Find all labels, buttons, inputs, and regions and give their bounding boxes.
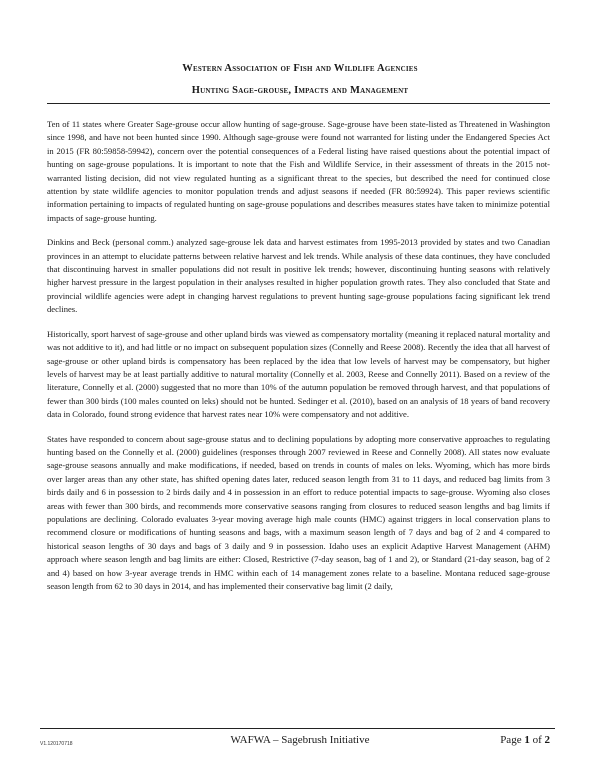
page-total: 2 <box>544 734 550 746</box>
page-indicator <box>500 733 550 747</box>
document-title: Hunting Sage-grouse, Impacts and Management <box>191 85 409 96</box>
document-header <box>0 62 600 98</box>
page-number: 1 <box>524 734 530 746</box>
footer-divider <box>40 728 555 729</box>
paragraph-3: Historically, sport harvest of sage-grouse and other upland birds was viewed as compensatory mortality (meaning it replaced natural mortality and was not additive to it), and had little or no impact on subsequent population sizes (Connelly and Reese 2008). Recently the idea that all harvest of sage-grouse or other upland birds is compensatory has been replaced by the idea that low levels of harvest may be compensatory, but higher levels of harvest may be at least partially additive to natural mortality (Connelly et al. 2003, Reese and Connelly 2011). Based on a review of the literature, Connelly et al. (2000) suggested that no more than 10% of the autumn population be removed through harvest, and that populations of fewer than 300 birds (100 males counted on leks) should not be hunted. Sedinger et al. (2010), based on an analysis of 18 years of band recovery data in Colorado, found strong evidence that harvest rates near 10% were compensatory and not additive. <box>47 328 550 420</box>
paragraph-4: States have responded to concern about sage-grouse status and to declining populations by adopting more conservative approaches to regulating hunting based on the Connelly et al. (2000) guidelines (responses through 2007 reviewed in Reese and Connelly 2008). All states now evaluate sage-grouse seasons annually and make modifications, if needed, based on trends in counts of males on leks. Wyoming, which has more birds over larger areas than any other state, has shifted opening dates later, reduced season length from 31 to 11 days, and reduced bag limits from 3 birds daily and 6 in possession to 2 birds daily and 4 in possession in an effort to reduce potential impacts to sage-grouse. Wyoming also closes areas with fewer than 300 birds, and recommends more conservative seasons ranging from closures to reduced season lengths and bag limits if populations are declining. Colorado evaluates 3-year moving average high male counts (HMC) against triggers in local conservation plans to recommend closure or modifications of hunting seasons and bags, with a maximum season length of 7 days and bag of 2 and 4 compared to historical season lengths of 30 days and bags of 3 daily and 9 in possession. Idaho uses an explicit Adaptive Harvest Management (AHM) approach where season length and bag limits are either: Closed, Restrictive (7-day season, bag of 1 and 2), or Standard (21-day season, bag of 2 and 4) based on how 3-year average trends in HMC within each of 14 management zones relate to a baseline. Montana reduced sage-grouse season length from 62 to 30 days in 2014, and has implemented their conservative bag limit (2 daily, <box>47 433 550 591</box>
footer-title: WAFWA – Sagebrush Initiative <box>230 734 370 746</box>
version-label: V1.120170718 <box>40 741 73 747</box>
page-of: of <box>529 734 545 746</box>
paragraph-2: Dinkins and Beck (personal comm.) analyzed sage-grouse lek data and harvest estimates from 1995-2013 provided by states and two Canadian provinces in an attempt to elucidate patterns between relative harvest and lek trends. While analysis of these data continues, they have concluded that discontinuing harvest in smaller populations did not result in positive lek trends; however, discontinuing hunting seasons with relatively higher harvest pressure in the largest population in their analyses resulted in higher population growth rates. They also concluded that State and provincial wildlife agencies were adept in changing harvest regulations to prevent hunting sage-grouse populations facing significant lek trend declines. <box>47 237 550 315</box>
paragraph-1: Ten of 11 states where Greater Sage-grouse occur allow hunting of sage-grouse. Sage-grouse have been state-listed as Threatened in Washington since 1998, and have not been hunted since 1990. Although sage-grouse were found not warranted for listing under the Endangered Species Act in 2015 (FR 80:59858-59942), concern over the potential consequences of a Federal listing have raised questions about the potential impact of hunting on sage-grouse populations. It is important to note that the Fish and Wildlife Service, in their assessment of threats in the 2015 not-warranted listing decision, did not view regulated hunting as a significant threat to the species, but described the need for continued close attention by state wildlife agencies to monitor population trends and adjust seasons if needed (FR 80:59924). This paper reviews scientific information pertaining to impacts of regulated hunting on sage-grouse populations and describes measures states have taken to minimize potential impacts of sage-grouse hunting. <box>47 119 550 223</box>
document-body <box>47 118 550 604</box>
page-prefix: Page <box>500 734 525 746</box>
organization-title: Western Association of Fish and Wildlife Agencies <box>182 63 418 74</box>
header-divider <box>47 103 550 104</box>
